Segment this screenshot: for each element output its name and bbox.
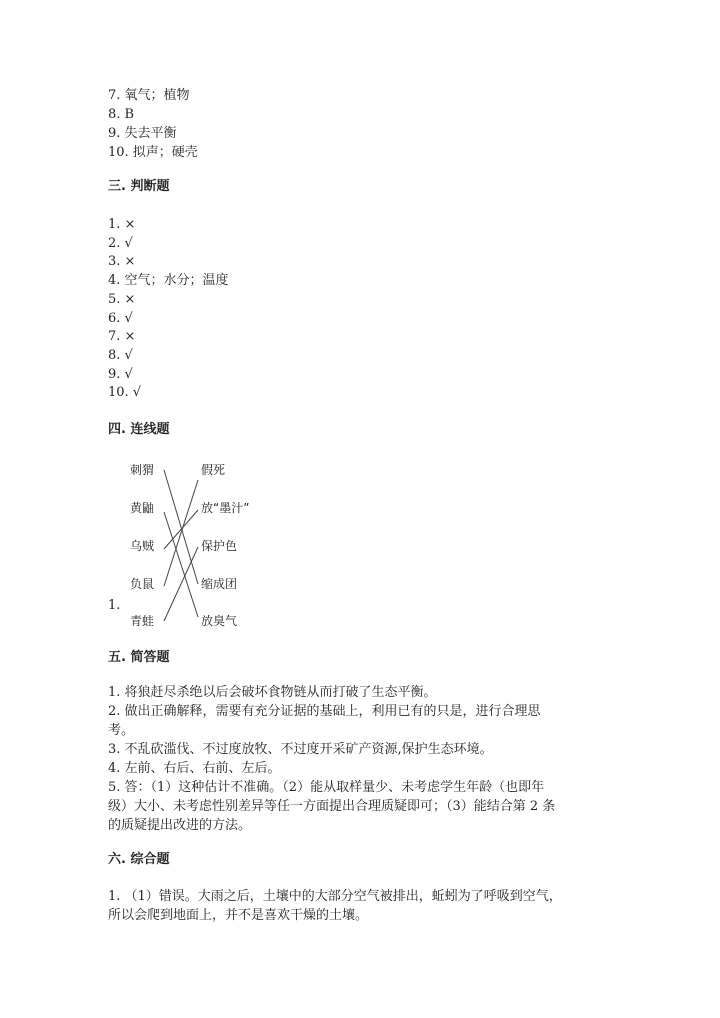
answer-line: 2. √: [108, 236, 133, 251]
left-item: 青蛙: [130, 614, 155, 628]
question-number: 1.: [108, 598, 121, 613]
answer-line: 1. ×: [108, 217, 136, 232]
answer-line: 级）大小、未考虑性别差异等任一方面提出合理质疑即可；（3）能结合第 2 条: [108, 799, 556, 814]
answer-line: 1. （1）错误。大雨之后，土壤中的大部分空气被排出，蚯蚓为了呼吸到空气，: [108, 889, 562, 904]
right-item: 假死: [201, 463, 226, 477]
section-heading-judgement: 三. 判断题: [108, 179, 170, 194]
answer-line: 的质疑提出改进的方法。: [108, 818, 252, 833]
answer-line: 4. 空气；水分；温度: [108, 273, 229, 288]
answer-line: 8. √: [108, 348, 133, 363]
left-item: 负鼠: [130, 577, 155, 591]
right-item: 放“墨汁”: [201, 501, 250, 515]
answer-line: 9. 失去平衡: [108, 126, 177, 141]
answer-line: 5. ×: [108, 292, 136, 307]
answer-line: 5. 答：（1）这种估计不准确。（2）能从取样量少、未考虑学生年龄（也即年: [108, 780, 545, 795]
answer-line: 7. 氧气；植物: [108, 88, 190, 103]
section-heading-matching: 四. 连线题: [108, 422, 170, 437]
right-item: 缩成团: [201, 577, 238, 591]
left-item: 黄鼬: [130, 501, 155, 515]
answer-line: 2. 做出正确解释，需要有充分证据的基础上，利用已有的只是，进行合理思: [108, 704, 541, 719]
answer-line: 1. 将狼赶尽杀绝以后会破坏食物链从而打破了生态平衡。: [108, 685, 437, 700]
answer-line: 6. √: [108, 311, 133, 326]
section-heading-comprehensive: 六. 综合题: [108, 852, 170, 867]
answer-line: 3. 不乱砍滥伐、不过度放牧、不过度开采矿产资源,保护生态环境。: [108, 742, 493, 757]
answer-line: 10. 拟声；硬壳: [108, 145, 198, 160]
section-heading-short-answer: 五. 简答题: [108, 650, 170, 665]
answer-line: 3. ×: [108, 254, 136, 269]
answer-line: 9. √: [108, 367, 133, 382]
answer-line: 4. 左前、右后、右前、左后。: [108, 761, 281, 776]
left-item: 刺猬: [130, 463, 155, 477]
match-line: [164, 547, 198, 621]
answer-line: 考。: [108, 723, 135, 738]
answer-line: 8. B: [108, 107, 135, 122]
left-item: 乌贼: [130, 539, 155, 553]
right-item: 保护色: [201, 539, 238, 553]
match-line: [164, 480, 198, 586]
answer-line: 所以会爬到地面上，并不是喜欢干燥的土壤。: [108, 908, 369, 923]
right-item: 放臭气: [201, 614, 238, 628]
answer-line: 10. √: [108, 385, 142, 400]
answer-line: 7. ×: [108, 329, 136, 344]
match-line: [164, 510, 198, 549]
